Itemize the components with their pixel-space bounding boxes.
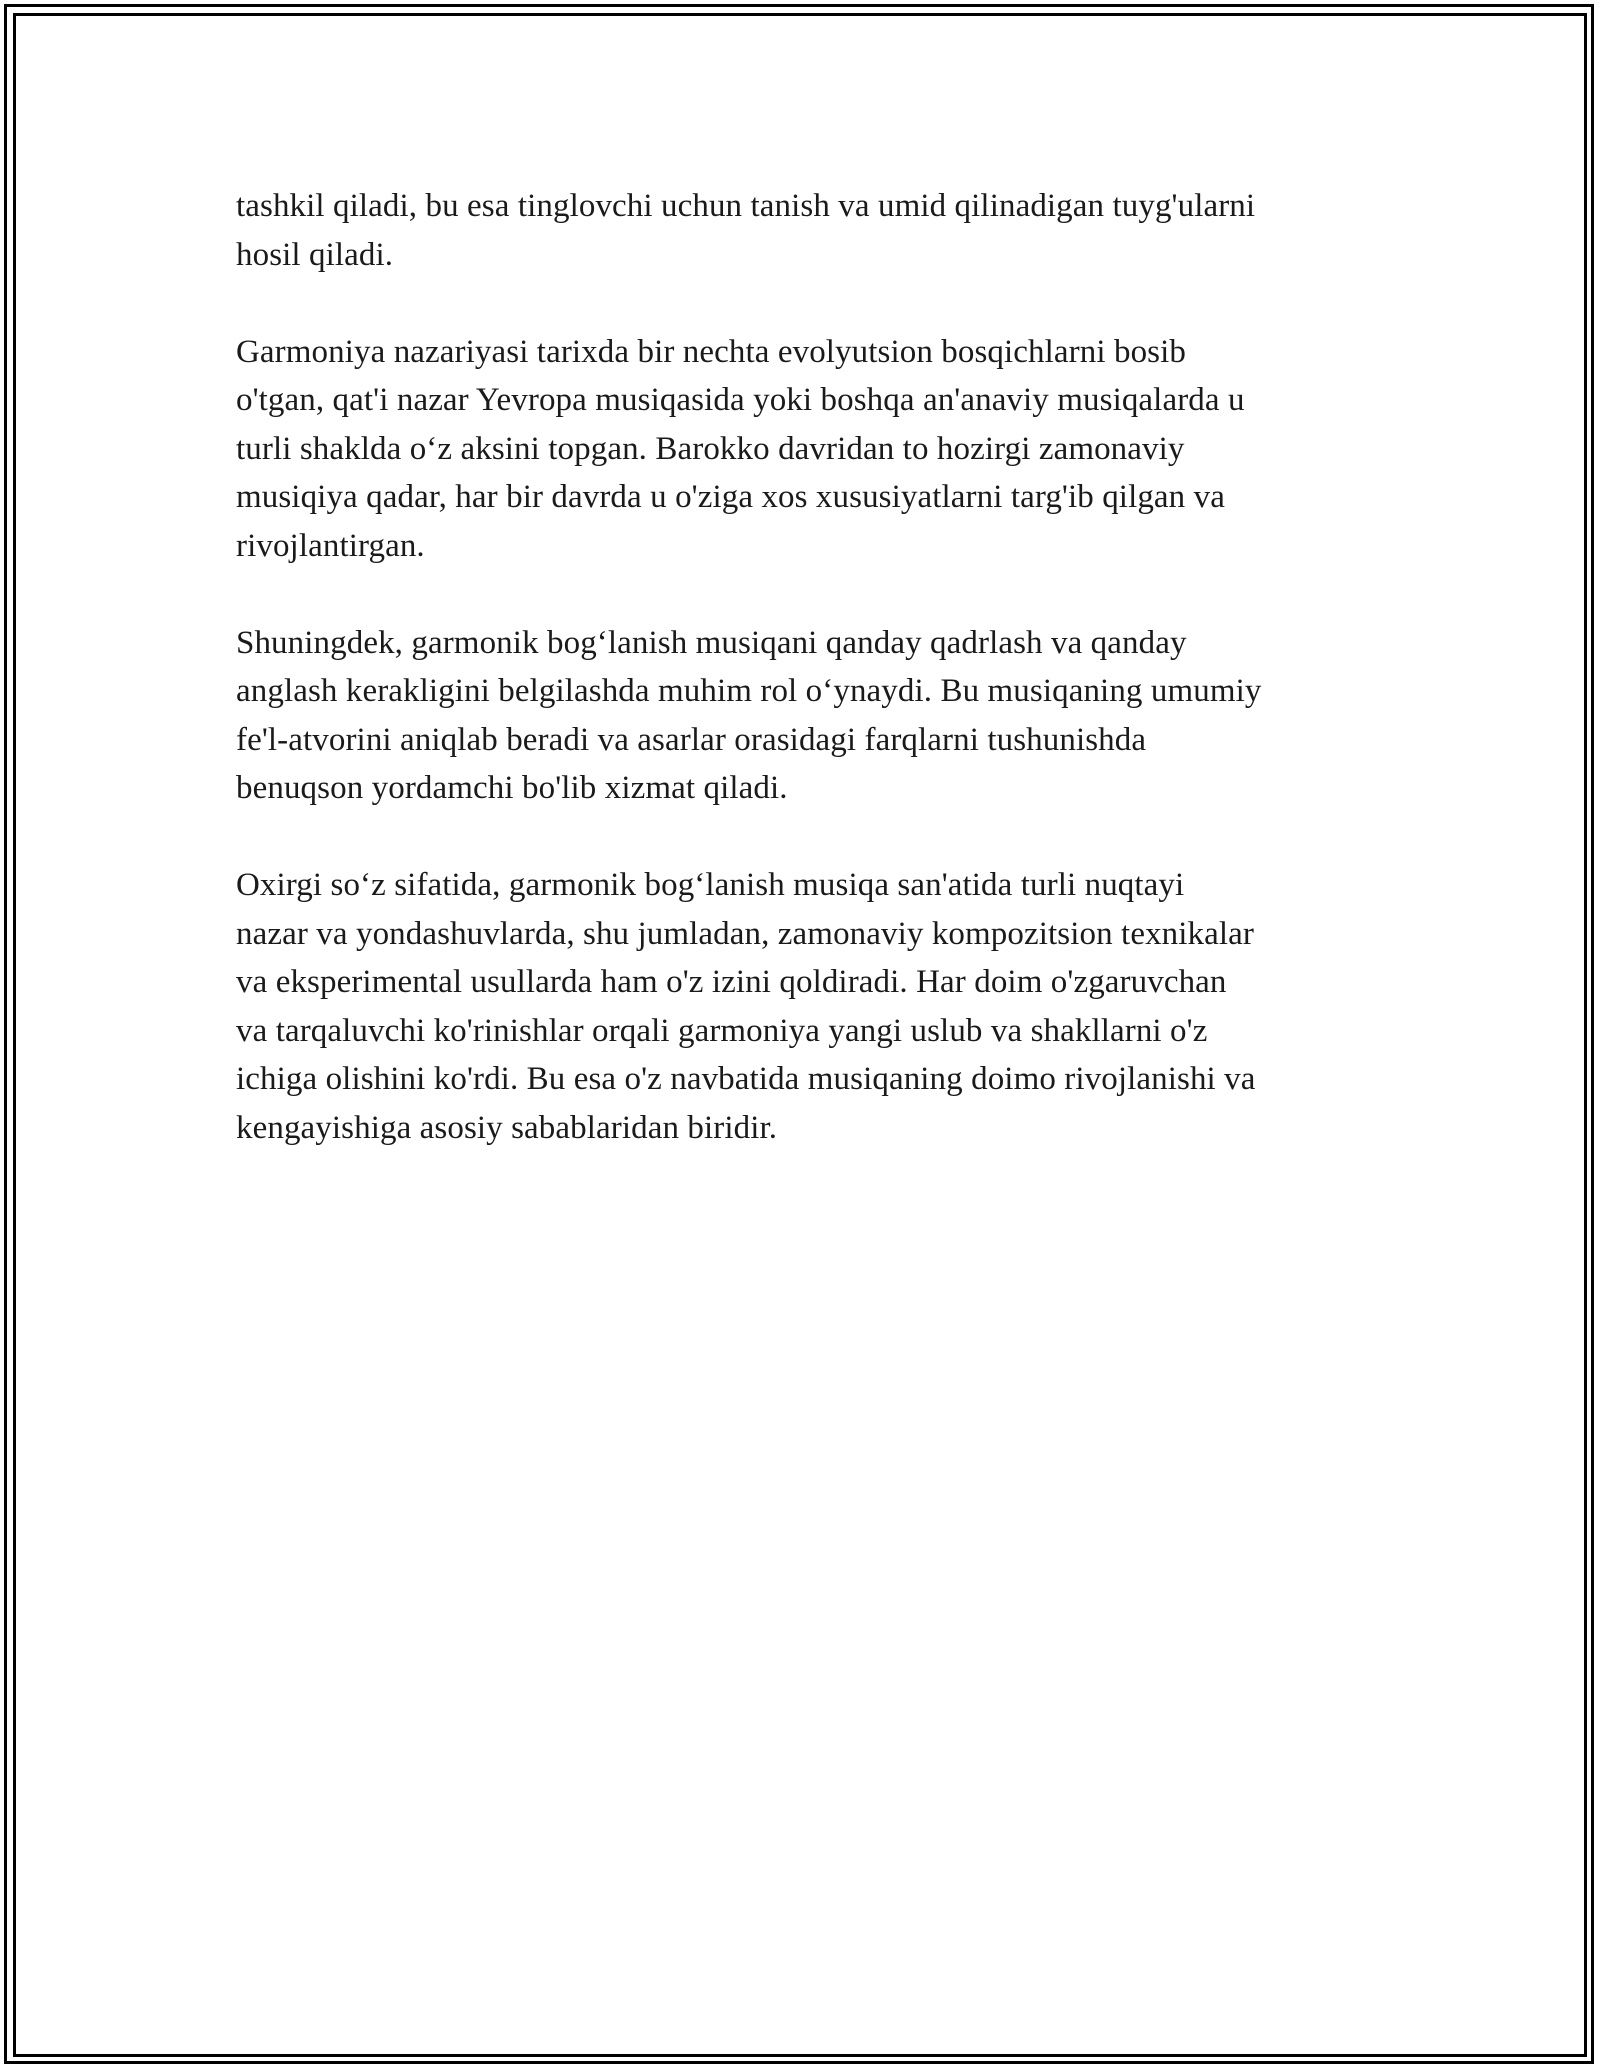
paragraph-2 [236,328,1376,571]
text-line: o'tgan, qat'i nazar Yevropa musiqasida yoki boshqa an'anaviy musiqalarda u [236,382,1245,418]
paragraph-3 [236,619,1376,813]
text-line: Oxirgi so‘z sifatida, garmonik bog‘lanish musiqa san'atida turli nuqtayi [236,867,1185,903]
text-line: ichiga olishini ko'rdi. Bu esa o'z navbatida musiqaning doimo rivojlanishi va [236,1061,1256,1097]
text-line: benuqson yordamchi bo'lib xizmat qiladi. [236,770,788,806]
text-line: hosil qiladi. [236,236,394,273]
text-line: Shuningdek, garmonik bog‘lanish musiqani qanday qadrlash va qanday [236,624,1187,661]
text-line: rivojlantirgan. [236,527,425,564]
text-line: fe'l-atvorini aniqlab beradi va asarlar orasidagi farqlarni tushunishda [236,721,1147,758]
paragraph-4 [236,861,1376,1152]
text-line: anglash kerakligini belgilashda muhim rol o‘ynaydi. Bu musiqaning umumiy [236,673,1262,709]
text-line: turli shaklda o‘z aksini topgan. Barokko davridan to hozirgi zamonaviy [236,430,1185,467]
text-line: tashkil qiladi, bu esa tinglovchi uchun tanish va umid qilinadigan tuyg'ularni [236,188,1256,224]
text-line: va eksperimental usullarda ham o'z izini qoldiradi. Har doim o'zgaruvchan [236,964,1227,1000]
paragraph-1 [236,182,1376,279]
text-line: kengayishiga asosiy sabablaridan biridir. [236,1109,778,1146]
text-line: musiqiya qadar, har bir davrda u o'ziga xos xususiyatlarni targ'ib qilgan va [236,479,1225,515]
text-line: Garmoniya nazariyasi tarixda bir nechta evolyutsion bosqichlarni bosib [236,333,1186,370]
page-body [236,182,1376,1201]
text-line: nazar va yondashuvlarda, shu jumladan, zamonaviy kompozitsion texnikalar [236,915,1254,952]
text-line: va tarqaluvchi ko'rinishlar orqali garmoniya yangi uslub va shakllarni o'z [236,1012,1208,1049]
